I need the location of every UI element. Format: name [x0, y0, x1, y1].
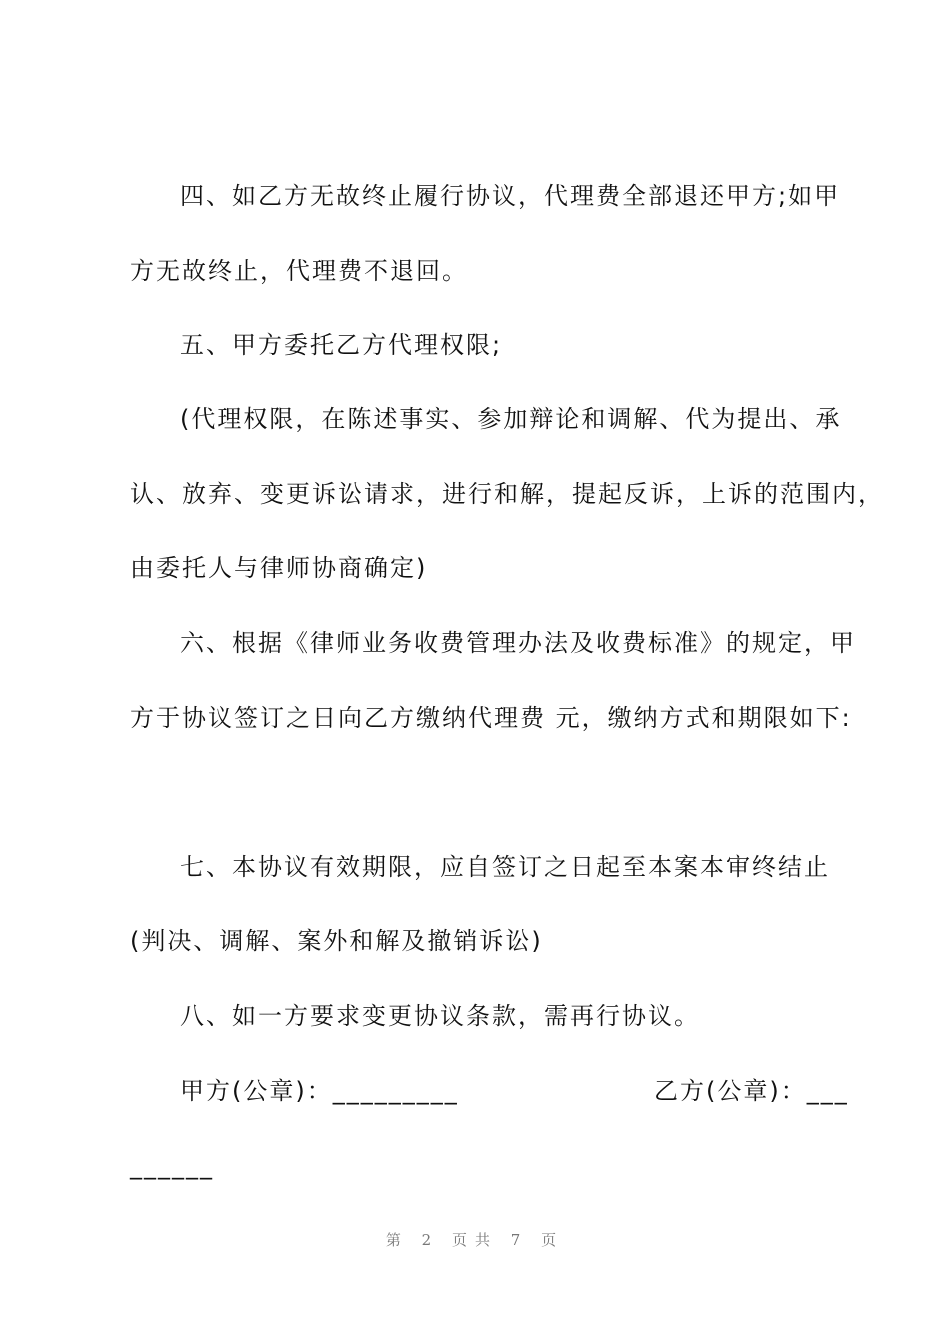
clause-7-line-2: (判决、调解、案外和解及撤销诉讼)	[130, 927, 543, 955]
page-footer: 第 2 页共 7 页	[385, 1231, 565, 1249]
clause-5-scope-line-3: 由委托人与律师协商确定)	[130, 554, 428, 582]
party-a-signature: 甲方(公章)：_________	[180, 1077, 459, 1105]
clause-5-scope-line-2: 认、放弃、变更诉讼请求，进行和解，提起反诉，上诉的范围内，	[130, 480, 884, 508]
clause-8-line-1: 八、如一方要求变更协议条款，需再行协议。	[180, 1002, 700, 1030]
clause-4-line-2: 方无故终止，代理费不退回。	[130, 257, 468, 285]
clause-7-line-1: 七、本协议有效期限，应自签订之日起至本案本审终结止	[180, 853, 830, 881]
clause-6-line-2: 方于协议签订之日向乙方缴纳代理费 元，缴纳方式和期限如下:	[130, 704, 852, 732]
party-b-signature-continued: ______	[130, 1152, 214, 1180]
clause-5-line-1: 五、甲方委托乙方代理权限;	[180, 331, 503, 359]
party-b-signature: 乙方(公章)：___	[654, 1077, 849, 1105]
clause-5-scope-line-1: (代理权限，在陈述事实、参加辩论和调解、代为提出、承	[180, 405, 842, 433]
clause-4-line-1: 四、如乙方无故终止履行协议，代理费全部退还甲方;如甲	[180, 182, 841, 210]
clause-6-line-1: 六、根据《律师业务收费管理办法及收费标准》的规定，甲	[180, 629, 856, 657]
